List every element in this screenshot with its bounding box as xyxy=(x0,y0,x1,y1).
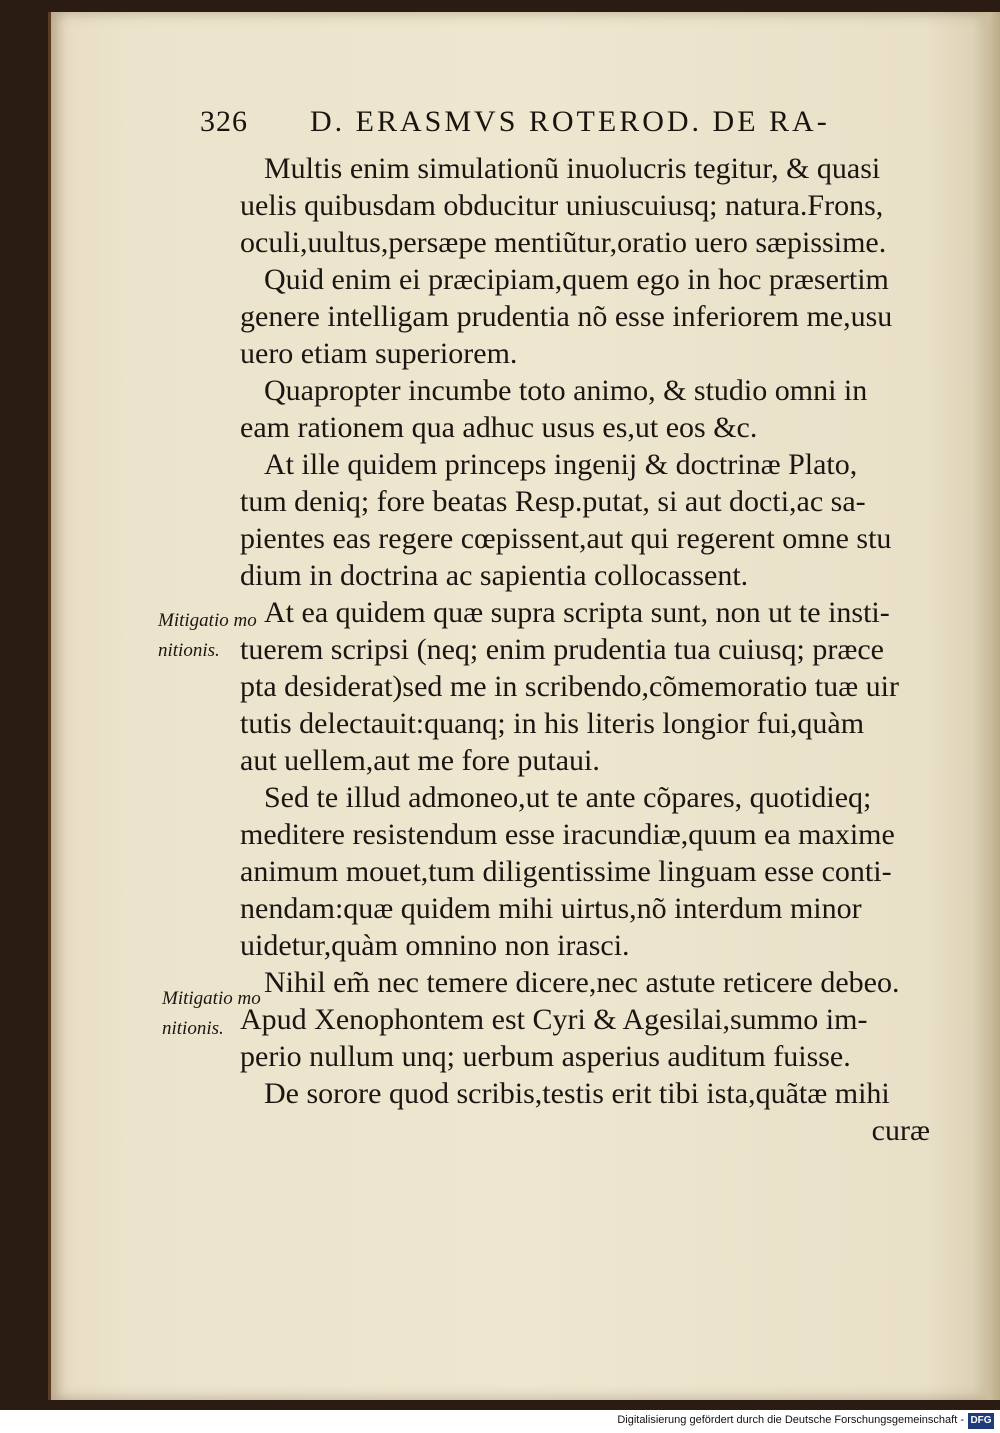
text-line: tum deniq; fore beatas Resp.putat, si aut docti,ac sa- xyxy=(240,485,866,518)
text-line: At ille quidem princeps ingenij & doctrinæ Plato, xyxy=(264,448,858,481)
marginal-note xyxy=(158,606,298,666)
text-line: eam rationem qua adhuc usus es,ut eos &c. xyxy=(240,411,758,444)
marginal-note-line: Mitigatio mo xyxy=(162,988,261,1009)
text-line: aut uellem,aut me fore putaui. xyxy=(240,744,600,777)
text-line: Nihil em̃ nec temere dicere,nec astute reticere debeo. xyxy=(264,966,900,999)
text-line: At ea quidem quæ supra scripta sunt, non ut te insti- xyxy=(264,596,890,629)
text-line: Sed te illud admoneo,ut te ante cõpares, quotidieq; xyxy=(264,781,872,814)
text-line: uidetur,quàm omnino non irasci. xyxy=(240,929,630,962)
text-line: perio nullum unq; uerbum asperius auditum fuisse. xyxy=(240,1040,851,1073)
text-line: dium in doctrina ac sapientia collocassent. xyxy=(240,559,749,592)
text-line: meditere resistendum esse iracundiæ,quum ea maxime xyxy=(240,818,895,851)
body-text xyxy=(240,150,930,1149)
text-line: animum mouet,tum diligentissime linguam esse conti- xyxy=(240,855,892,888)
page-edge-shadow xyxy=(973,12,1000,1400)
text-line: Quid enim ei præcipiam,quem ego in hoc præsertim xyxy=(264,263,889,296)
text-line: Apud Xenophontem est Cyri & Agesilai,summo im- xyxy=(240,1003,868,1036)
text-line: oculi,uultus,persæpe mentiũtur,oratio uero sæpissime. xyxy=(240,226,887,259)
catchword: curæ xyxy=(871,1114,930,1147)
text-line: pientes eas regere cœpissent,aut qui regerent omne stu xyxy=(240,522,892,555)
marginal-note xyxy=(162,984,302,1044)
dfg-logo: DFG xyxy=(968,1413,994,1429)
running-title: D. ERASMVS ROTEROD. DE RA- xyxy=(310,105,830,138)
text-line: genere intelligam prudentia nõ esse inferiorem me,usu xyxy=(240,300,893,333)
marginal-note-line: nitionis. xyxy=(162,1018,224,1039)
text-line: Multis enim simulationũ inuolucris tegitur, & quasi xyxy=(264,152,881,185)
page-number: 326 xyxy=(200,105,248,138)
text-line: pta desiderat)sed me in scribendo,cõmemoratio tuæ uir xyxy=(240,670,899,703)
text-line: uero etiam superiorem. xyxy=(240,337,518,370)
text-line: Quapropter incumbe toto animo, & studio omni in xyxy=(264,374,868,407)
funding-credit: Digitalisierung gefördert durch die Deutsche Forschungsgemeinschaft - xyxy=(617,1414,964,1426)
marginal-note-line: Mitigatio mo xyxy=(158,610,257,631)
marginal-note-line: nitionis. xyxy=(158,640,220,661)
text-line: De sorore quod scribis,testis erit tibi ista,quãtæ mihi xyxy=(264,1077,890,1110)
text-line: uelis quibusdam obducitur uniuscuiusq; natura.Frons, xyxy=(240,189,884,222)
text-line: tuerem scripsi (neq; enim prudentia tua cuiusq; præce xyxy=(240,633,884,666)
footer-bar xyxy=(0,1410,1000,1433)
text-line: tutis delectauit:quanq; in his literis longior fui,quàm xyxy=(240,707,865,740)
text-line: nendam:quæ quidem mihi uirtus,nõ interdum minor xyxy=(240,892,862,925)
